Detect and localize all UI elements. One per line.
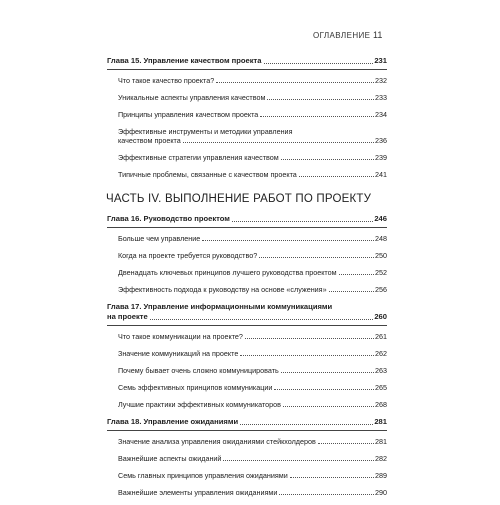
toc-entry (107, 471, 387, 480)
entry-title: Уникальные аспекты управления качеством (118, 93, 266, 102)
toc-entry (107, 383, 387, 392)
toc-entry (107, 268, 387, 277)
toc-entry (107, 76, 387, 85)
page-number: 11 (373, 30, 383, 40)
chapter-rule (107, 69, 387, 70)
entry-page: 261 (375, 332, 387, 341)
dot-leader (150, 319, 374, 320)
chapter-page: 281 (374, 417, 387, 426)
entry-page: 234 (375, 110, 387, 119)
toc-entry (107, 127, 387, 145)
dot-leader (202, 240, 374, 241)
part-label: ЧАСТЬ IV. (106, 193, 162, 205)
dot-leader (281, 159, 374, 160)
toc-entry (107, 366, 387, 375)
entry-title: Значение коммуникаций на проекте (118, 349, 239, 358)
entry-title: Семь главных принципов управления ожиданиями (118, 471, 288, 480)
entry-page: 236 (375, 136, 387, 145)
entry-page: 241 (375, 170, 387, 179)
entry-title: Типичные проблемы, связанные с качеством проекта (118, 170, 297, 179)
toc-entry (107, 437, 387, 446)
dot-leader (329, 291, 374, 292)
entry-title: Важнейшие аспекты ожиданий (118, 454, 222, 463)
entry-title-line2: качеством проекта (118, 136, 181, 145)
entry-page: 252 (375, 268, 387, 277)
toc-chapter-15 (107, 56, 387, 66)
dot-leader (290, 477, 374, 478)
entry-title: Значение анализа управления ожиданиями стейкхолдеров (118, 437, 316, 446)
entry-page: 239 (375, 153, 387, 162)
dot-leader (283, 406, 374, 407)
dot-leader (299, 176, 374, 177)
toc-entry (107, 153, 387, 162)
dot-leader (260, 116, 374, 117)
entry-page: 232 (375, 76, 387, 85)
dot-leader (245, 338, 374, 339)
entry-page: 290 (375, 488, 387, 497)
chapter-title-line1: Глава 17. Управление информационными коммуникациями (107, 302, 333, 311)
dot-leader (240, 424, 373, 425)
part-heading (106, 193, 387, 205)
dot-leader (232, 221, 373, 222)
toc-chapter-18 (107, 417, 387, 427)
chapter-title-line2: на проекте (107, 312, 148, 321)
entry-title: Что такое качество проекта? (118, 76, 215, 85)
entry-title-line1: Эффективные инструменты и методики управления (118, 127, 293, 136)
entry-title: Важнейшие элементы управления ожиданиями (118, 488, 278, 497)
entry-title: Больше чем управление (118, 234, 201, 243)
toc-entry (107, 93, 387, 102)
dot-leader (183, 142, 374, 143)
chapter-rule (107, 227, 387, 228)
dot-leader (267, 99, 374, 100)
chapter-rule (107, 430, 387, 431)
chapter-page: 246 (374, 214, 387, 223)
toc-entry (107, 332, 387, 341)
entry-title: Что такое коммуникации на проекте? (118, 332, 243, 341)
toc-entry (107, 251, 387, 260)
toc-chapter-16 (107, 214, 387, 224)
entry-page: 289 (375, 471, 387, 480)
entry-line2 (118, 136, 387, 145)
entry-title: Эффективные стратегии управления качеством (118, 153, 279, 162)
dot-leader (339, 274, 374, 275)
dot-leader (281, 372, 374, 373)
dot-leader (240, 355, 374, 356)
dot-leader (318, 443, 374, 444)
toc-entry (107, 454, 387, 463)
entry-title: Когда на проекте требуется руководство? (118, 251, 258, 260)
entry-page: 256 (375, 285, 387, 294)
entry-page: 248 (375, 234, 387, 243)
entry-page: 268 (375, 400, 387, 409)
chapter-page: 231 (374, 56, 387, 65)
toc-entry (107, 285, 387, 294)
chapter-title: Глава 18. Управление ожиданиями (107, 417, 239, 426)
table-of-contents (107, 56, 387, 505)
dot-leader (279, 494, 374, 495)
chapter-line2 (107, 312, 387, 322)
entry-title: Лучшие практики эффективных коммуникаторов (118, 400, 281, 409)
toc-entry (107, 170, 387, 179)
entry-page: 250 (375, 251, 387, 260)
chapter-page: 260 (374, 312, 387, 321)
toc-entry (107, 488, 387, 497)
entry-page: 265 (375, 383, 387, 392)
toc-chapter-17 (107, 302, 387, 322)
toc-entry (107, 400, 387, 409)
entry-page: 281 (375, 437, 387, 446)
chapter-title: Глава 16. Руководство проектом (107, 214, 230, 223)
entry-title: Принципы управления качеством проекта (118, 110, 259, 119)
entry-page: 262 (375, 349, 387, 358)
part-title: ВЫПОЛНЕНИЕ РАБОТ ПО ПРОЕКТУ (164, 193, 372, 205)
running-title: ОГЛАВЛЕНИЕ (313, 31, 371, 40)
entry-title: Почему бывает очень сложно коммуницировать (118, 366, 279, 375)
entry-title: Эффективность подхода к руководству на основе «служения» (118, 285, 327, 294)
dot-leader (223, 460, 374, 461)
toc-entry (107, 234, 387, 243)
dot-leader (274, 389, 374, 390)
entry-page: 263 (375, 366, 387, 375)
chapter-rule (107, 325, 387, 326)
chapter-title: Глава 15. Управление качеством проекта (107, 56, 262, 65)
entry-page: 282 (375, 454, 387, 463)
dot-leader (216, 82, 374, 83)
dot-leader (259, 257, 374, 258)
toc-entry (107, 349, 387, 358)
entry-title: Семь эффективных принципов коммуникации (118, 383, 273, 392)
entry-page: 233 (375, 93, 387, 102)
page-header (0, 31, 500, 45)
toc-entry (107, 110, 387, 119)
dot-leader (264, 63, 374, 64)
entry-title: Двенадцать ключевых принципов лучшего руководства проектом (118, 268, 337, 277)
